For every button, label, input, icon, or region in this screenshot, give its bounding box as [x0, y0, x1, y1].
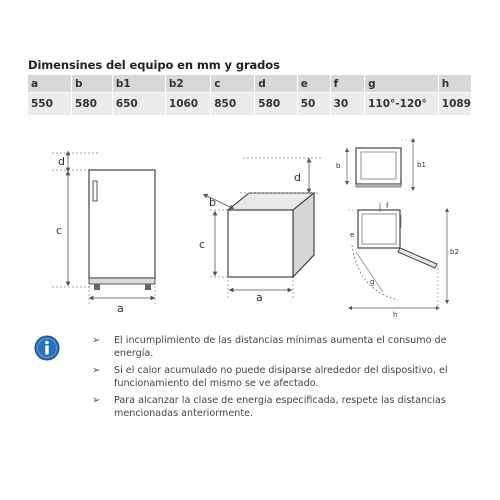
label-a-front: a — [117, 302, 124, 315]
header-b1: b1 — [112, 75, 165, 93]
header-h: h — [438, 75, 471, 93]
list-item — [92, 394, 482, 420]
list-item — [92, 334, 482, 360]
value-g: 110°-120° — [365, 93, 439, 116]
info-icon — [34, 335, 60, 361]
header-g: g — [365, 75, 439, 93]
header-e: e — [297, 75, 330, 93]
fridge-open-door-view — [348, 202, 459, 319]
label-f-open: f — [386, 202, 389, 210]
header-f: f — [330, 75, 365, 93]
label-h-open: h — [393, 311, 398, 319]
label-c-3d: c — [199, 238, 206, 251]
arrow-bullet-icon: ➢ — [92, 365, 101, 376]
note-text: El incumplimiento de las distancias mínimas aumenta el consumo de energía. — [114, 335, 447, 359]
label-g-open: g — [370, 278, 375, 286]
value-b2: 1060 — [165, 93, 210, 116]
notes-list — [92, 334, 482, 424]
value-b1: 650 — [112, 93, 165, 116]
label-b-top: b — [336, 162, 341, 170]
arrow-bullet-icon: ➢ — [92, 395, 101, 406]
label-d-front: d — [58, 155, 65, 168]
fridge-front-view — [52, 153, 155, 315]
value-d: 580 — [255, 93, 297, 116]
header-c: c — [211, 75, 255, 93]
value-e: 50 — [297, 93, 330, 116]
label-b2-open: b2 — [450, 248, 459, 256]
header-d: d — [255, 75, 297, 93]
note-text: Si el calor acumulado no puede disiparse alrededor del dispositivo, el funcionamiento del mismo se ve afectado. — [114, 365, 448, 389]
value-b: 580 — [72, 93, 113, 116]
label-b-3d: b — [209, 196, 216, 209]
header-b: b — [72, 75, 113, 93]
list-item — [92, 364, 482, 390]
header-a: a — [28, 75, 72, 93]
fridge-3d-view — [199, 158, 322, 304]
label-e-open: e — [350, 231, 355, 239]
label-d-3d: d — [294, 171, 301, 184]
value-c: 850 — [211, 93, 255, 116]
header-b2: b2 — [165, 75, 210, 93]
value-h: 1089 — [438, 93, 471, 116]
fridge-top-view — [336, 140, 426, 189]
label-c-front: c — [56, 224, 63, 237]
value-a: 550 — [28, 93, 72, 116]
page-title: Dimensines del equipo en mm y grados — [28, 58, 280, 72]
arrow-bullet-icon: ➢ — [92, 335, 101, 346]
label-b1-top: b1 — [417, 161, 426, 169]
note-text: Para alcanzar la clase de energía especificada, respete las distancias mencionadas anteriormente. — [114, 395, 446, 419]
label-a-3d: a — [256, 291, 263, 304]
value-f: 30 — [330, 93, 365, 116]
